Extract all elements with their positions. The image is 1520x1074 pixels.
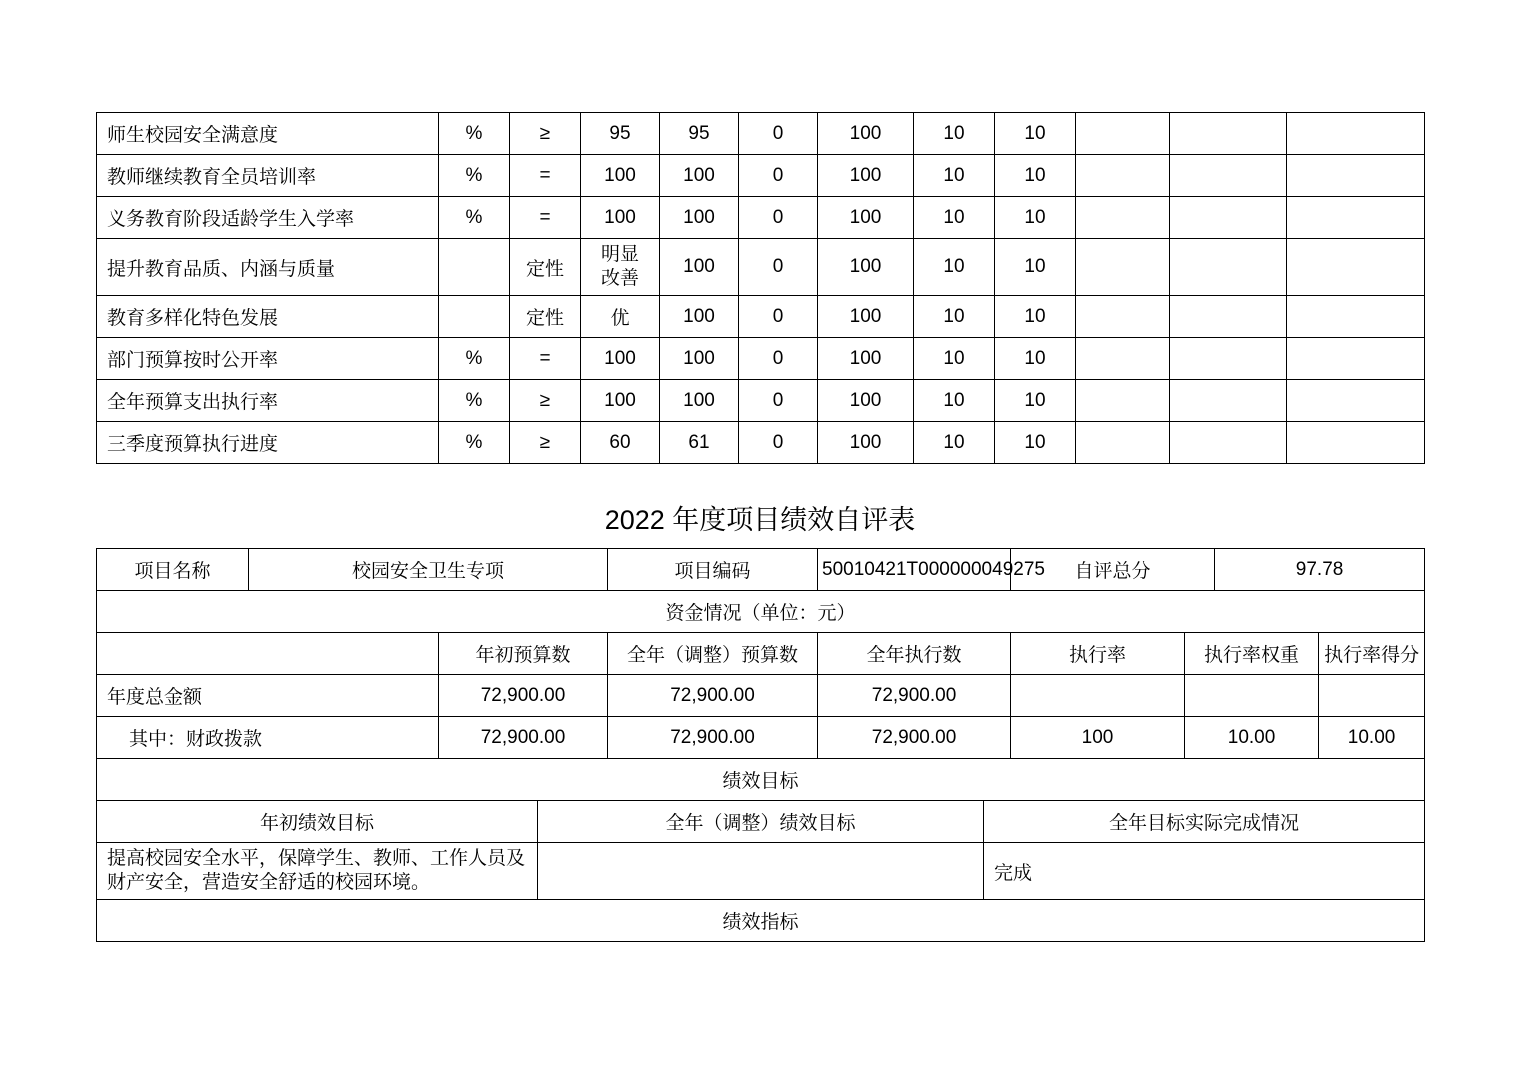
indicator-target-line: 改善 <box>600 268 639 289</box>
indicator-value: 10 <box>995 113 1076 155</box>
indicator-empty <box>1287 380 1425 422</box>
funds-total-weight <box>1185 675 1319 717</box>
indicator-empty <box>1170 239 1287 296</box>
indicator-name: 三季度预算执行进度 <box>97 422 439 464</box>
total-score-label: 自评总分 <box>1011 549 1215 591</box>
indicator-value: 0 <box>739 296 818 338</box>
indicator-empty <box>1287 296 1425 338</box>
goals-heading-row <box>97 759 1425 801</box>
funds-total-rate <box>1011 675 1185 717</box>
project-name-label: 项目名称 <box>97 549 249 591</box>
indicator-value: 100 <box>818 155 914 197</box>
indicator-operator: ≥ <box>510 113 581 155</box>
indicator-target: 60 <box>581 422 660 464</box>
funds-total-executed: 72,900.00 <box>818 675 1011 717</box>
goal-adjusted <box>538 843 984 900</box>
indicator-name: 提升教育品质、内涵与质量 <box>97 239 439 296</box>
indicator-empty <box>1076 338 1170 380</box>
indicator-actual: 100 <box>660 296 739 338</box>
indicator-target: 100 <box>581 338 660 380</box>
goal-initial: 提高校园安全水平，保障学生、教师、工作人员及财产安全，营造安全舒适的校园环境。 <box>97 843 538 900</box>
project-name: 校园安全卫生专项 <box>249 549 608 591</box>
funds-total-label: 年度总金额 <box>97 675 439 717</box>
indicator-empty <box>1170 422 1287 464</box>
indicator-empty <box>1076 113 1170 155</box>
indicator-value: 10 <box>995 296 1076 338</box>
indicator-empty <box>1076 296 1170 338</box>
funds-total-adjusted: 72,900.00 <box>608 675 818 717</box>
indicator-target <box>581 239 660 296</box>
indicator-value: 0 <box>739 113 818 155</box>
funds-total-score <box>1319 675 1425 717</box>
total-score: 97.78 <box>1215 549 1425 591</box>
funds-total-initial: 72,900.00 <box>439 675 608 717</box>
indicator-value: 10 <box>914 296 995 338</box>
indicator-name: 部门预算按时公开率 <box>97 338 439 380</box>
funds-header-initial: 年初预算数 <box>439 633 608 675</box>
indicators-heading-row <box>97 900 1425 942</box>
indicator-operator: 定性 <box>510 296 581 338</box>
indicator-row <box>97 380 1425 422</box>
indicator-value: 10 <box>914 155 995 197</box>
indicator-unit: % <box>439 380 510 422</box>
funds-header-rate: 执行率 <box>1011 633 1185 675</box>
funds-header-row <box>97 633 1425 675</box>
indicator-unit: % <box>439 197 510 239</box>
indicator-name: 全年预算支出执行率 <box>97 380 439 422</box>
goals-header-initial: 年初绩效目标 <box>97 801 538 843</box>
indicator-actual: 95 <box>660 113 739 155</box>
indicators-heading: 绩效指标 <box>97 900 1425 942</box>
indicator-name: 义务教育阶段适龄学生入学率 <box>97 197 439 239</box>
indicator-unit: % <box>439 338 510 380</box>
indicator-unit: % <box>439 113 510 155</box>
funds-total-row <box>97 675 1425 717</box>
project-code-label: 项目编码 <box>608 549 818 591</box>
indicator-value: 0 <box>739 380 818 422</box>
indicator-value: 0 <box>739 338 818 380</box>
indicator-name: 师生校园安全满意度 <box>97 113 439 155</box>
indicator-target: 100 <box>581 380 660 422</box>
indicator-actual: 100 <box>660 380 739 422</box>
indicator-value: 100 <box>818 113 914 155</box>
indicator-value: 100 <box>818 380 914 422</box>
indicator-actual: 100 <box>660 197 739 239</box>
funds-fiscal-executed: 72,900.00 <box>818 717 1011 759</box>
funds-fiscal-row <box>97 717 1425 759</box>
indicator-target: 100 <box>581 155 660 197</box>
indicator-row <box>97 113 1425 155</box>
indicator-empty <box>1170 155 1287 197</box>
indicator-empty <box>1076 239 1170 296</box>
funds-fiscal-score: 10.00 <box>1319 717 1425 759</box>
funds-fiscal-rate: 100 <box>1011 717 1185 759</box>
indicator-empty <box>1170 197 1287 239</box>
indicator-row <box>97 197 1425 239</box>
indicator-value: 0 <box>739 239 818 296</box>
indicator-value: 10 <box>914 197 995 239</box>
indicator-value: 100 <box>818 338 914 380</box>
indicator-empty <box>1170 338 1287 380</box>
project-code: 50010421T000000049275 <box>818 549 1011 591</box>
indicator-empty <box>1287 422 1425 464</box>
indicator-empty <box>1287 113 1425 155</box>
funds-fiscal-label: 其中：财政拨款 <box>97 717 439 759</box>
goals-content-row <box>97 843 1425 900</box>
goals-header-row <box>97 801 1425 843</box>
goals-header-adjusted: 全年（调整）绩效目标 <box>538 801 984 843</box>
goals-heading: 绩效目标 <box>97 759 1425 801</box>
indicator-empty <box>1170 113 1287 155</box>
indicator-empty <box>1076 197 1170 239</box>
indicator-empty <box>1287 197 1425 239</box>
indicator-row <box>97 155 1425 197</box>
indicator-value: 100 <box>818 197 914 239</box>
indicator-unit <box>439 239 510 296</box>
indicator-value: 0 <box>739 197 818 239</box>
indicator-actual: 100 <box>660 155 739 197</box>
indicator-empty <box>1287 239 1425 296</box>
funds-header-blank <box>97 633 439 675</box>
indicator-name: 教师继续教育全员培训率 <box>97 155 439 197</box>
indicator-value: 10 <box>995 338 1076 380</box>
indicator-empty <box>1170 296 1287 338</box>
indicator-empty <box>1076 380 1170 422</box>
indicator-target: 优 <box>581 296 660 338</box>
funds-heading: 资金情况（单位：元） <box>97 591 1425 633</box>
funds-header-score: 执行率得分 <box>1319 633 1425 675</box>
indicator-table-body <box>97 113 1425 464</box>
indicator-value: 10 <box>995 155 1076 197</box>
indicator-value: 10 <box>914 239 995 296</box>
indicator-table <box>96 112 1425 464</box>
indicator-empty <box>1287 338 1425 380</box>
indicator-name: 教育多样化特色发展 <box>97 296 439 338</box>
indicator-value: 10 <box>914 338 995 380</box>
indicator-value: 10 <box>995 239 1076 296</box>
indicator-value: 10 <box>914 422 995 464</box>
indicator-value: 10 <box>914 113 995 155</box>
indicator-row <box>97 338 1425 380</box>
indicator-value: 10 <box>914 380 995 422</box>
indicator-operator: ≥ <box>510 380 581 422</box>
indicator-value: 10 <box>995 422 1076 464</box>
indicator-target-line: 明显 <box>600 244 639 265</box>
indicator-unit: % <box>439 155 510 197</box>
funds-header-executed: 全年执行数 <box>818 633 1011 675</box>
indicator-row <box>97 422 1425 464</box>
indicator-target: 95 <box>581 113 660 155</box>
indicator-unit: % <box>439 422 510 464</box>
indicator-unit <box>439 296 510 338</box>
indicator-operator: ≥ <box>510 422 581 464</box>
funds-fiscal-initial: 72,900.00 <box>439 717 608 759</box>
indicator-operator: 定性 <box>510 239 581 296</box>
indicator-row <box>97 296 1425 338</box>
funds-fiscal-adjusted: 72,900.00 <box>608 717 818 759</box>
indicator-value: 10 <box>995 197 1076 239</box>
indicator-actual: 100 <box>660 239 739 296</box>
form-title: 2022 年度项目绩效自评表 <box>604 505 916 535</box>
indicator-empty <box>1170 380 1287 422</box>
self-evaluation-form <box>96 548 1425 942</box>
indicator-value: 100 <box>818 422 914 464</box>
indicator-operator: = <box>510 155 581 197</box>
indicator-actual: 100 <box>660 338 739 380</box>
indicator-empty <box>1076 422 1170 464</box>
funds-fiscal-weight: 10.00 <box>1185 717 1319 759</box>
indicator-empty <box>1287 155 1425 197</box>
indicator-value: 0 <box>739 155 818 197</box>
indicator-value: 100 <box>818 296 914 338</box>
indicator-actual: 61 <box>660 422 739 464</box>
indicator-empty <box>1076 155 1170 197</box>
indicator-value: 10 <box>995 380 1076 422</box>
indicator-target: 100 <box>581 197 660 239</box>
indicator-row <box>97 239 1425 296</box>
funds-heading-row <box>97 591 1425 633</box>
project-info-row <box>97 549 1425 591</box>
funds-header-weight: 执行率权重 <box>1185 633 1319 675</box>
indicator-value: 100 <box>818 239 914 296</box>
indicator-value: 0 <box>739 422 818 464</box>
indicator-operator: = <box>510 197 581 239</box>
goal-completion: 完成 <box>984 843 1425 900</box>
funds-header-adjusted: 全年（调整）预算数 <box>608 633 818 675</box>
goals-header-completion: 全年目标实际完成情况 <box>984 801 1425 843</box>
indicator-operator: = <box>510 338 581 380</box>
